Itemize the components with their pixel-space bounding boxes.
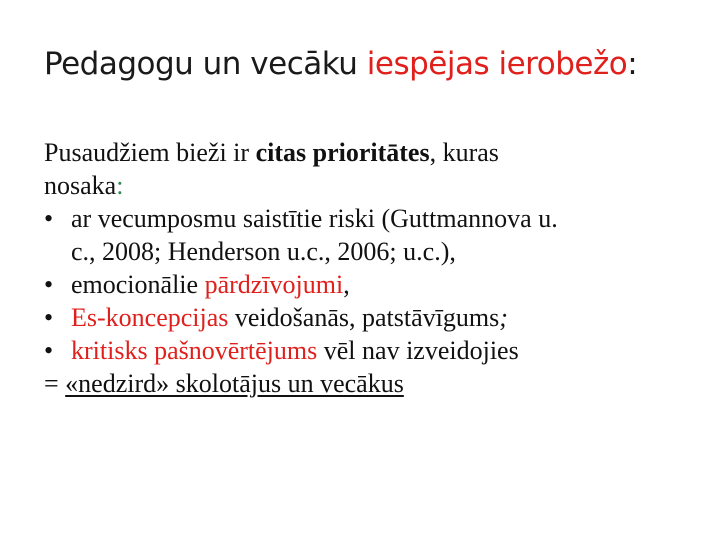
conclusion-line <box>44 367 694 400</box>
bullet-item-self-concept <box>44 301 694 334</box>
conclusion-prefix: = <box>44 369 66 398</box>
bullet-text <box>71 268 350 301</box>
bullet-text-highlight: kritisks pašnovērtējums <box>71 336 318 365</box>
intro-bold-priorities: citas prioritātes <box>255 138 430 167</box>
bullet-text-plain: veidošanās, patstāvīgums <box>228 303 500 332</box>
bullet-text-punct: , <box>343 270 350 299</box>
title-highlight: iespējas ierobežo <box>366 46 628 82</box>
bullet-icon: • <box>44 336 54 365</box>
bullet-item-self-esteem <box>44 334 694 367</box>
bullet-text <box>71 202 558 268</box>
bullet-text <box>71 334 519 367</box>
bullet-icon: • <box>44 204 54 233</box>
bullet-text-plain: emocionālie <box>71 270 205 299</box>
bullet-item-risks <box>44 202 694 268</box>
intro-line-1 <box>44 136 694 169</box>
bullet-text-punct: ; <box>499 303 508 332</box>
title-text: Pedagogu un vecāku <box>44 46 367 82</box>
bullet-item-emotions <box>44 268 694 301</box>
title-colon: : <box>627 46 638 82</box>
bullet-text-plain: vēl nav izveidojies <box>317 336 519 365</box>
intro-text-end: , kuras <box>429 138 499 167</box>
intro-line-2 <box>44 169 694 202</box>
bullet-icon: • <box>44 303 54 332</box>
bullet-line: ar vecumposmu saistītie riski (Guttmannova u. <box>71 204 558 233</box>
bullet-text <box>71 301 508 334</box>
bullet-text-highlight: Es-koncepcijas <box>71 303 229 332</box>
bullet-text-highlight: pārdzīvojumi <box>204 270 344 299</box>
bullet-icon: • <box>44 270 54 299</box>
intro-nosaka: nosaka <box>44 171 117 200</box>
intro-colon: : <box>116 171 124 200</box>
conclusion-underlined: «nedzird» skolotājus un vecākus <box>65 369 404 398</box>
slide-title <box>44 46 637 82</box>
bullet-line: c., 2008; Henderson u.c., 2006; u.c.), <box>71 237 456 266</box>
slide-body <box>44 136 694 400</box>
intro-text: Pusaudžiem bieži ir <box>44 138 256 167</box>
